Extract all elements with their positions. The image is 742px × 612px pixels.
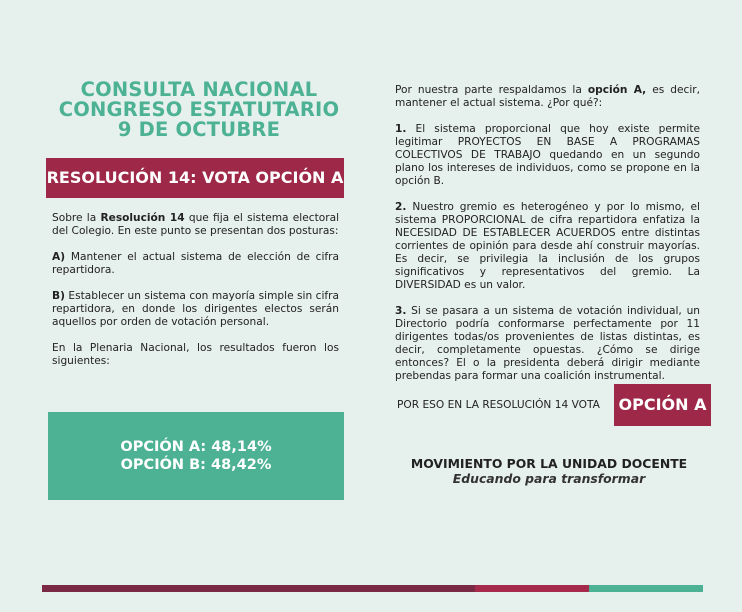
reason-1: 1. El sistema proporcional que hoy existe permite legitimar PROYECTOS EN BASE A PROGRAMAS COLECTIVOS DE TRABAJO quedando en un segundo plano los intereses de individuos, como se propone en la opción B.	[395, 123, 700, 187]
reason-2: 2. Nuestro gremio es heterogéneo y por lo mismo, el sistema PROPORCIONAL de cifra repartidora enfatiza la NECESIDAD DE ESTABLECER ACUERDOS entre distintas corrientes de opinión para desde ahí construir mayorías. Es decir, se privilegia la inclusión de los grupos significativos y representativos del gremio. La DIVERSIDAD es un valor.	[395, 201, 700, 291]
footer-stripe-maroon	[475, 585, 589, 592]
title-line-1: CONSULTA NACIONAL	[80, 78, 318, 101]
right-column-text	[395, 84, 700, 396]
result-option-a: OPCIÓN A: 48,14%	[120, 439, 272, 455]
plenary-paragraph: En la Plenaria Nacional, los resultados fueron los siguientes:	[52, 342, 339, 367]
option-a-paragraph: A) Mantener el actual sistema de elección de cifra repartidora.	[52, 251, 339, 276]
reason-3: 3. Si se pasara a un sistema de votación individual, un Directorio podría conformarse perfectamente por 11 dirigentes todas/os provenientes de listas distintas, es decir, completamente opuestas. ¿Cómo se dirige entonces? El o la presidenta deberá dirigir mediante prebendas para formar una coalición instrumental.	[395, 305, 700, 382]
vote-option-badge: OPCIÓN A	[614, 384, 711, 426]
support-paragraph: Por nuestra parte respaldamos la opción A, es decir, mantener el actual sistema. ¿Por qué?:	[395, 84, 700, 109]
footer-stripe-green	[589, 585, 703, 592]
movement-slogan: Educando para transformar	[452, 471, 646, 486]
title-line-3: 9 DE OCTUBRE	[117, 118, 281, 141]
footer-stripe-dark	[42, 585, 475, 592]
movement-signature	[395, 456, 703, 486]
movement-name: MOVIMIENTO POR LA UNIDAD DOCENTE	[410, 456, 688, 471]
page-title	[44, 80, 354, 140]
vote-line: POR ESO EN LA RESOLUCIÓN 14 VOTA	[397, 399, 600, 411]
title-line-2: CONGRESO ESTATUTARIO	[58, 98, 340, 121]
result-option-b: OPCIÓN B: 48,42%	[120, 457, 272, 473]
resolution-banner: RESOLUCIÓN 14: VOTA OPCIÓN A	[46, 158, 344, 198]
results-box	[48, 412, 344, 500]
option-b-paragraph: B) Establecer un sistema con mayoría simple sin cifra repartidora, en donde los dirigentes electos serán aquellos por orden de votación personal.	[52, 290, 339, 328]
left-column-text	[52, 212, 339, 381]
intro-paragraph: Sobre la Resolución 14 que fija el sistema electoral del Colegio. En este punto se presentan dos posturas:	[52, 212, 340, 237]
